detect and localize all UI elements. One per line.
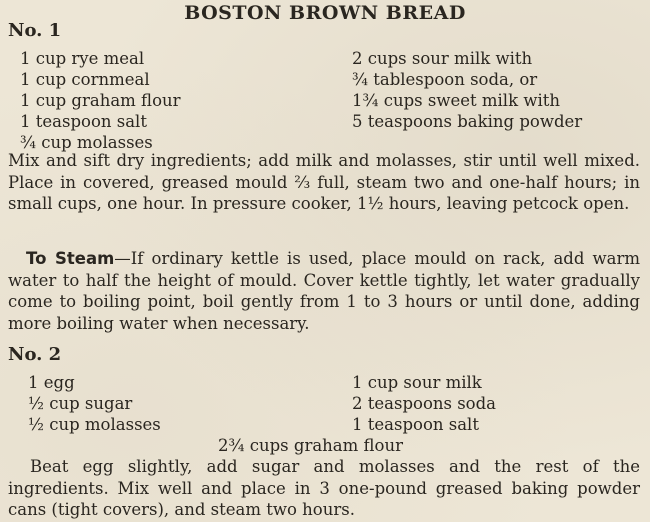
ingredient: 2¾ cups graham flour — [218, 436, 403, 455]
ingredient: ¾ cup molasses — [20, 133, 153, 152]
recipe1-directions: Mix and sift dry ingredients; add milk and molasses, stir until well mixed. Place in covered, greased mould ⅔ full, steam two and one-half hours; in small cups, one hour. In pressure cooker, 1½ hours, leaving petcock open. — [8, 151, 640, 213]
recipe2-center-ingredient — [218, 435, 403, 456]
recipe1-left-ingredients — [20, 48, 181, 153]
recipe2-heading: No. 2 — [8, 344, 62, 365]
ingredient: 1¾ cups sweet milk with — [352, 91, 560, 110]
ingredient: 1 cup sour milk — [352, 373, 482, 392]
ingredient: 5 teaspoons baking powder — [352, 112, 583, 131]
ingredient: 2 cups sour milk with — [352, 49, 533, 68]
recipe1-right-ingredients — [352, 48, 582, 132]
ingredient: 1 teaspoon salt — [20, 112, 147, 131]
ingredient: ¾ tablespoon soda, or — [352, 70, 538, 89]
steam-text: —If ordinary kettle is used, place mould on rack, add warm water to half the height of mould. Cover kettle tightly, let water gradually come to boiling point, boil gently from 1 to 3 hours or until done, adding more boiling water when necessary. — [8, 249, 640, 333]
recipe2-left-ingredients — [28, 372, 161, 435]
ingredient: 1 cup rye meal — [20, 49, 145, 68]
ingredient: 1 egg — [28, 373, 75, 392]
ingredient: 1 teaspoon salt — [352, 415, 479, 434]
ingredient: 1 cup graham flour — [20, 91, 181, 110]
ingredient: 2 teaspoons soda — [352, 394, 497, 413]
recipe2-directions: Beat egg slightly, add sugar and molasses and the rest of the ingredients. Mix well and place in 3 one-pound greased baking powder cans (tight covers), and steam two hours. — [8, 457, 640, 519]
recipe-title: BOSTON BROWN BREAD — [184, 2, 466, 24]
recipe1-heading: No. 1 — [8, 20, 62, 41]
steam-lead: To Steam — [26, 249, 115, 268]
ingredient: 1 cup cornmeal — [20, 70, 150, 89]
steam-instructions — [8, 248, 640, 334]
recipe2-right-ingredients — [352, 372, 496, 435]
ingredient: ½ cup molasses — [28, 415, 161, 434]
ingredient: ½ cup sugar — [28, 394, 133, 413]
